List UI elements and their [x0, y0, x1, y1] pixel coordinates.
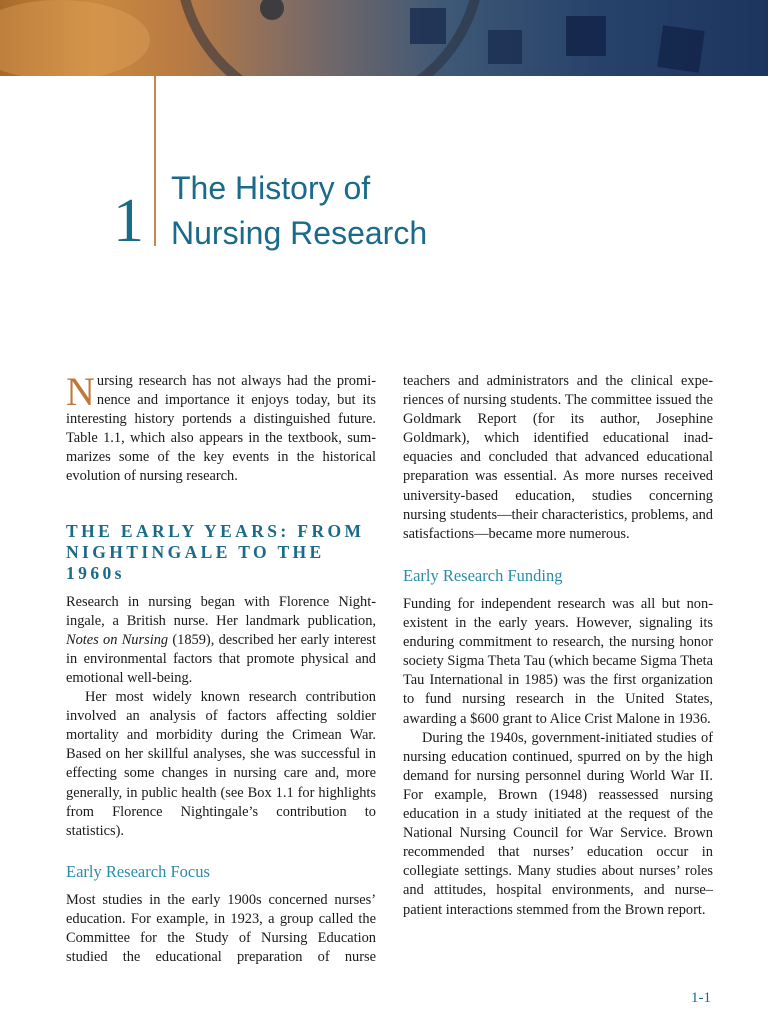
nightingale-paragraph-1: [66, 593, 376, 688]
nightingale-paragraph-2: Her most widely known research contribution involved an analysis of factors affecting soldier mortality and morbidity during the Crimean War. Based on her skillful analyses, she was successful in effecting some changes in nursing care and, more generally, in public health (see Box 1.1 for highlights from Florence Nightingale’s contribution to statistics).: [66, 689, 376, 839]
chapter-divider-rule: [154, 76, 156, 246]
page-number: 1-1: [691, 990, 711, 1006]
focus-paragraph-continued: teachers and administrators and the clinical experiences of nursing students. The committee issued the Goldmark Report (for its author, Josephine Goldmark), which identified educational inadequacies and concluded that advanced educational preparation was essential. As more nurses received university-based education, studies concerning nursing students—their characteristics, problems, and satisfactions—became more numerous.: [403, 373, 713, 542]
chapter-title-line-1: The History of: [171, 170, 371, 206]
chapter-title: [171, 166, 427, 256]
intro-paragraph: [66, 369, 376, 487]
right-column: [403, 372, 713, 920]
left-column: [66, 369, 377, 967]
decorative-header-banner: [0, 0, 768, 76]
funding-paragraph-1: Funding for independent research was all but nonexistent in the early years. However, signaling its enduring commitment to research, the nursing honor society Sigma Theta Tau (which became Sigma Theta Tau International in 1985) was the first organization to fund nursing research in the United States, awarding a $600 grant to Alice Crist Malone in 1936.: [403, 596, 713, 727]
section-heading-suffix: 60s: [90, 562, 125, 583]
nightingale-text-a: Research in nursing began with Florence Nightingale, a British nurse. Her landmark publication,: [66, 593, 376, 629]
subheading-early-research-focus: Early Research Focus: [66, 861, 210, 881]
section-heading-main: THE EARLY YEARS: FROM NIGHTINGALE TO THE 19: [66, 520, 365, 583]
chapter-title-line-2: Nursing Research: [171, 215, 428, 251]
subheading-early-research-funding: Early Research Funding: [403, 566, 563, 585]
notes-on-nursing-title: Notes on Nursing: [66, 631, 169, 648]
focus-paragraph: Most studies in the early 1900s concerned nurses’ education. For example, in 1923, a group called the Committee for the Study of Nursing Education studied the educational preparation of nurse: [66, 891, 376, 966]
nightingale-text-b: (1859), described her early interest in environmental factors that promote physical and emotional well-being.: [66, 631, 377, 686]
intro-text: ursing research has not always had the prominence and importance it enjoys today, but its interesting history portends a distinguished future. Table 1.1, which also appears in the textbook, summarizes some of the key events in the historical evolution of nursing research.: [66, 373, 376, 485]
section-heading-early-years: [66, 521, 376, 584]
drop-cap: N: [66, 369, 95, 414]
chapter-number: 1: [113, 187, 144, 255]
funding-paragraph-2: During the 1940s, government-initiated studies of nursing education continued, spurred on by the high demand for nursing personnel during World War II. For example, Brown (1948) reassessed nursing education in a study initiated at the request of the National Nursing Council for War Service. Brown recommended that nurses’ education occur in collegiate settings. Many studies about nurses’ roles and attitudes, hospital environments, and nurse–patient interactions stemmed from the Brown report.: [403, 729, 713, 918]
clock-graphic: [0, 0, 768, 76]
